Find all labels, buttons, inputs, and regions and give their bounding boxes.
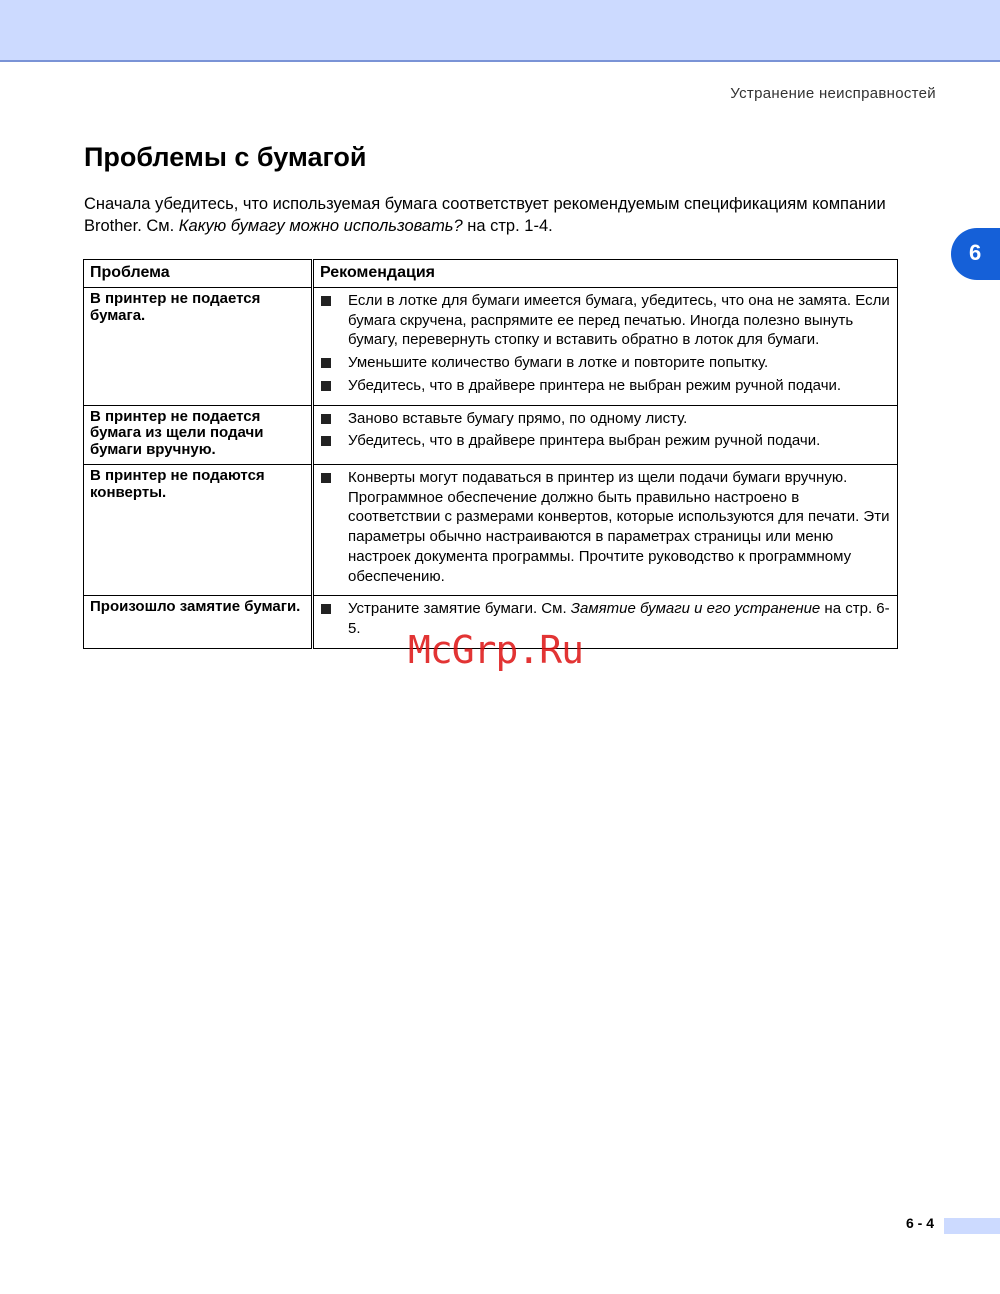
square-bullet-icon — [321, 473, 331, 483]
chapter-tab[interactable] — [951, 228, 1000, 280]
problem-cell: В принтер не подается бумага из щели подачи бумаги вручную. — [84, 405, 313, 465]
cross-reference-link[interactable]: Замятие бумаги и его устранение — [570, 600, 821, 618]
square-bullet-icon — [321, 296, 331, 306]
square-bullet-icon — [321, 381, 331, 391]
running-header: Устранение неисправностей — [730, 85, 936, 102]
recommendation-cell — [313, 596, 898, 648]
square-bullet-icon — [321, 358, 331, 368]
problem-cell: В принтер не подается бумага. — [84, 288, 313, 406]
table-row — [84, 465, 898, 596]
chapter-number: 6 — [969, 240, 982, 265]
recommendation-item: Если в лотке для бумаги имеется бумага, убедитесь, что она не замята. Если бумага скручена, распрямите ее перед печатью. Иногда полезно вынуть бумагу, перевернуть стопку и вставить обратно в лоток для бумаги. — [321, 291, 891, 350]
page-title: Проблемы с бумагой — [84, 142, 367, 172]
recommendation-cell — [313, 405, 898, 465]
problem-cell: Произошло замятие бумаги. — [84, 596, 313, 648]
table-row — [84, 288, 898, 406]
intro-paragraph — [84, 193, 914, 237]
recommendation-item: Убедитесь, что в драйвере принтера выбран режим ручной подачи. — [321, 431, 891, 451]
watermark: McGrp.Ru — [408, 628, 584, 672]
square-bullet-icon — [321, 436, 331, 446]
header-rule — [0, 60, 1000, 62]
recommendation-item: Убедитесь, что в драйвере принтера не выбран режим ручной подачи. — [321, 376, 891, 396]
header-band — [0, 0, 1000, 60]
footer-bar — [944, 1218, 1000, 1234]
column-header-problem: Проблема — [84, 260, 313, 288]
page-number: 6 - 4 — [906, 1215, 935, 1231]
square-bullet-icon — [321, 604, 331, 614]
recommendation-item: Уменьшите количество бумаги в лотке и повторите попытку. — [321, 353, 891, 373]
intro-text: Сначала убедитесь, что используемая бумага соответствует рекомендуемым спецификациям компании Brother. См. — [84, 195, 886, 235]
table-header-row — [84, 260, 898, 288]
recommendation-item: Заново вставьте бумагу прямо, по одному листу. — [321, 409, 891, 429]
problem-cell: В принтер не подаются конверты. — [84, 465, 313, 596]
square-bullet-icon — [321, 414, 331, 424]
troubleshooting-table — [83, 259, 898, 649]
intro-text-end: на стр. 1-4. — [462, 217, 553, 235]
recommendation-cell — [313, 288, 898, 406]
recommendation-item: Устраните замятие бумаги. См. Замятие бумаги и его устранение на стр. 6-5. — [321, 599, 891, 638]
recommendation-item: Конверты могут подаваться в принтер из щели подачи бумаги вручную. Программное обеспечение должно быть правильно настроено в соответствии с размерами конвертов, которые используются для печати. Эти параметры обычно настраиваются в параметрах страницы или меню настроек документа программы. Прочтите руководство к программному обеспечению. — [321, 468, 891, 586]
recommendation-cell — [313, 465, 898, 596]
table-row — [84, 405, 898, 465]
column-header-recommendation: Рекомендация — [313, 260, 898, 288]
intro-link[interactable]: Какую бумагу можно использовать? — [178, 217, 463, 235]
